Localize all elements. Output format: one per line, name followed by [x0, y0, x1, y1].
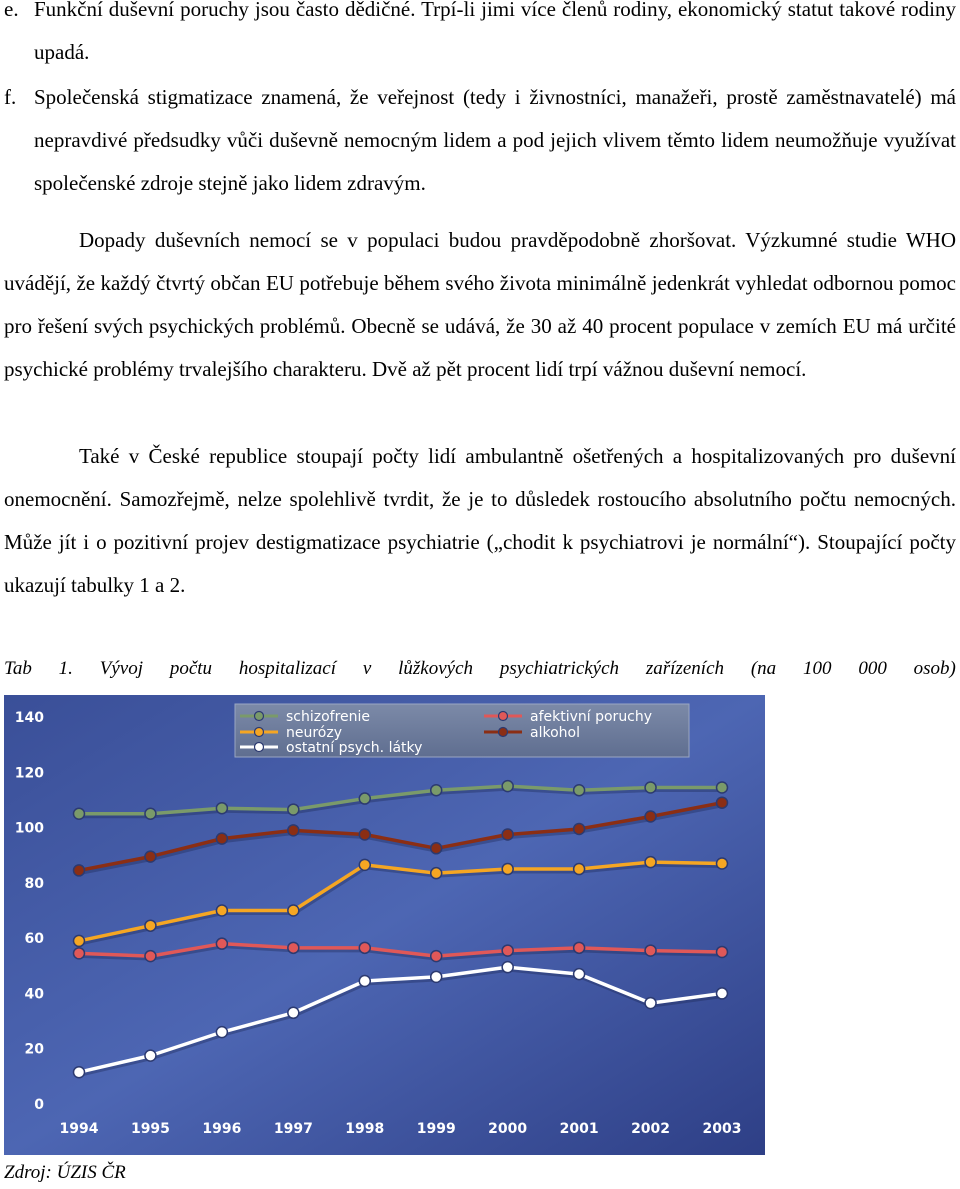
- data-point: [717, 797, 728, 808]
- data-point: [145, 808, 156, 819]
- data-point: [574, 864, 585, 875]
- caption-word: hospitalizací: [238, 658, 336, 679]
- list-item-text: Společenská stigmatizace znamená, že veřejnost (tedy i živnostníci, manažeři, prostě zaměstnavatelé) má nepravdivé předsudky vůči duševně nemocným lidem a pod jejich vlivem těmto lidem neumožňuje využívat společenské zdroje stejně jako lidem zdravým.: [34, 85, 956, 195]
- x-tick-label: 2000: [488, 1121, 528, 1137]
- y-tick-label: 140: [14, 710, 44, 726]
- data-point: [74, 865, 85, 876]
- source-note: Zdroj: ÚZIS ČR: [4, 1162, 126, 1183]
- legend-label: schizofrenie: [286, 709, 371, 725]
- caption-word: v: [362, 658, 372, 679]
- legend-label: afektivní poruchy: [530, 709, 653, 725]
- caption-word: počtu: [169, 658, 213, 679]
- data-point: [216, 803, 227, 814]
- data-point: [145, 1050, 156, 1061]
- data-point: [717, 988, 728, 999]
- list-marker: f.: [4, 85, 17, 109]
- caption-word: psychiatrických: [499, 658, 620, 679]
- list-marker: e.: [4, 0, 19, 21]
- caption-word: 100: [802, 658, 832, 679]
- data-point: [145, 851, 156, 862]
- data-point: [431, 951, 442, 962]
- x-tick-label: 1998: [345, 1121, 385, 1137]
- data-point: [574, 969, 585, 980]
- data-point: [359, 859, 370, 870]
- data-point: [216, 938, 227, 949]
- legend: [235, 704, 689, 757]
- caption-word: 000: [858, 658, 887, 679]
- data-point: [74, 808, 85, 819]
- data-point: [359, 793, 370, 804]
- legend-swatch-marker: [499, 728, 508, 737]
- figure-caption: [4, 658, 956, 680]
- caption-word: lůžkových: [398, 658, 473, 679]
- data-point: [145, 920, 156, 931]
- x-tick-label: 1996: [202, 1121, 242, 1137]
- data-point: [431, 868, 442, 879]
- legend-swatch-marker: [255, 728, 264, 737]
- data-point: [717, 858, 728, 869]
- data-point: [288, 804, 299, 815]
- data-point: [288, 1007, 299, 1018]
- caption-word: osob): [913, 658, 956, 679]
- data-point: [717, 946, 728, 957]
- list-item-f: [4, 76, 956, 205]
- caption-word: (na: [750, 658, 777, 679]
- data-point: [502, 781, 513, 792]
- data-point: [216, 1027, 227, 1038]
- data-point: [431, 843, 442, 854]
- data-point: [502, 829, 513, 840]
- y-tick-label: 100: [14, 820, 44, 837]
- data-point: [145, 951, 156, 962]
- data-point: [574, 942, 585, 953]
- data-point: [645, 782, 656, 793]
- list-item-e: [4, 0, 956, 74]
- y-tick-label: 60: [24, 931, 44, 948]
- data-point: [645, 857, 656, 868]
- x-tick-label: 1999: [416, 1121, 456, 1137]
- line-chart: [4, 695, 765, 1155]
- y-tick-label: 20: [24, 1041, 44, 1058]
- data-point: [359, 942, 370, 953]
- data-point: [645, 998, 656, 1009]
- x-tick-label: 1997: [273, 1121, 313, 1137]
- y-tick-label: 80: [24, 875, 44, 892]
- data-point: [502, 864, 513, 875]
- data-point: [717, 782, 728, 793]
- data-point: [74, 1067, 85, 1078]
- caption-word: Tab: [4, 658, 32, 679]
- y-tick-label: 120: [14, 765, 44, 782]
- data-point: [431, 971, 442, 982]
- data-point: [288, 942, 299, 953]
- legend-swatch-marker: [255, 712, 264, 721]
- caption-word: zařízeních: [645, 658, 724, 679]
- caption-word: 1.: [58, 658, 73, 679]
- caption-word: Vývoj: [99, 658, 143, 679]
- x-tick-label: 2003: [702, 1121, 742, 1137]
- legend-swatch-marker: [499, 712, 508, 721]
- data-point: [431, 785, 442, 796]
- data-point: [288, 825, 299, 836]
- data-point: [288, 905, 299, 916]
- x-tick-label: 1994: [59, 1121, 99, 1137]
- legend-swatch-marker: [255, 743, 264, 752]
- legend-label: neurózy: [286, 725, 343, 741]
- data-point: [216, 905, 227, 916]
- data-point: [645, 945, 656, 956]
- data-point: [74, 935, 85, 946]
- x-tick-label: 1995: [130, 1121, 170, 1137]
- chart-background: [4, 695, 765, 1155]
- data-point: [359, 829, 370, 840]
- list-item-text: Funkční duševní poruchy jsou často dědičné. Trpí-li jimi více členů rodiny, ekonomický statut takové rodiny upadá.: [34, 0, 956, 64]
- data-point: [574, 785, 585, 796]
- data-point: [502, 962, 513, 973]
- x-tick-label: 2002: [631, 1121, 671, 1137]
- y-tick-label: 0: [34, 1097, 44, 1113]
- y-tick-label: 40: [24, 986, 44, 1003]
- legend-label: ostatní psych. látky: [286, 740, 423, 756]
- legend-label: alkohol: [530, 725, 580, 741]
- data-point: [502, 945, 513, 956]
- paragraph-2: Také v České republice stoupají počty lidí ambulantně ošetřených a hospitalizovaných pro duševní onemocnění. Samozřejmě, nelze spolehlivě tvrdit, že je to důsledek rostoucího absolutního počtu nemocných. Může jít i o pozitivní projev destigmatizace psychiatrie („chodit k psychiatrovi je normální“). Stoupající počty ukazují tabulky 1 a 2.: [4, 444, 956, 597]
- paragraph-1: Dopady duševních nemocí se v populaci budou pravděpodobně zhoršovat. Výzkumné studie WHO uvádějí, že každý čtvrtý občan EU potřebuje během svého života minimálně jedenkrát vyhledat odbornou pomoc pro řešení svých psychických problémů. Obecně se udává, že 30 až 40 procent populace v zemích EU má určité psychické problémy trvalejšího charakteru. Dvě až pět procent lidí trpí vážnou duševní nemocí.: [4, 228, 956, 381]
- data-point: [216, 833, 227, 844]
- data-point: [359, 975, 370, 986]
- data-point: [74, 948, 85, 959]
- data-point: [645, 811, 656, 822]
- x-tick-label: 2001: [559, 1121, 599, 1137]
- data-point: [574, 823, 585, 834]
